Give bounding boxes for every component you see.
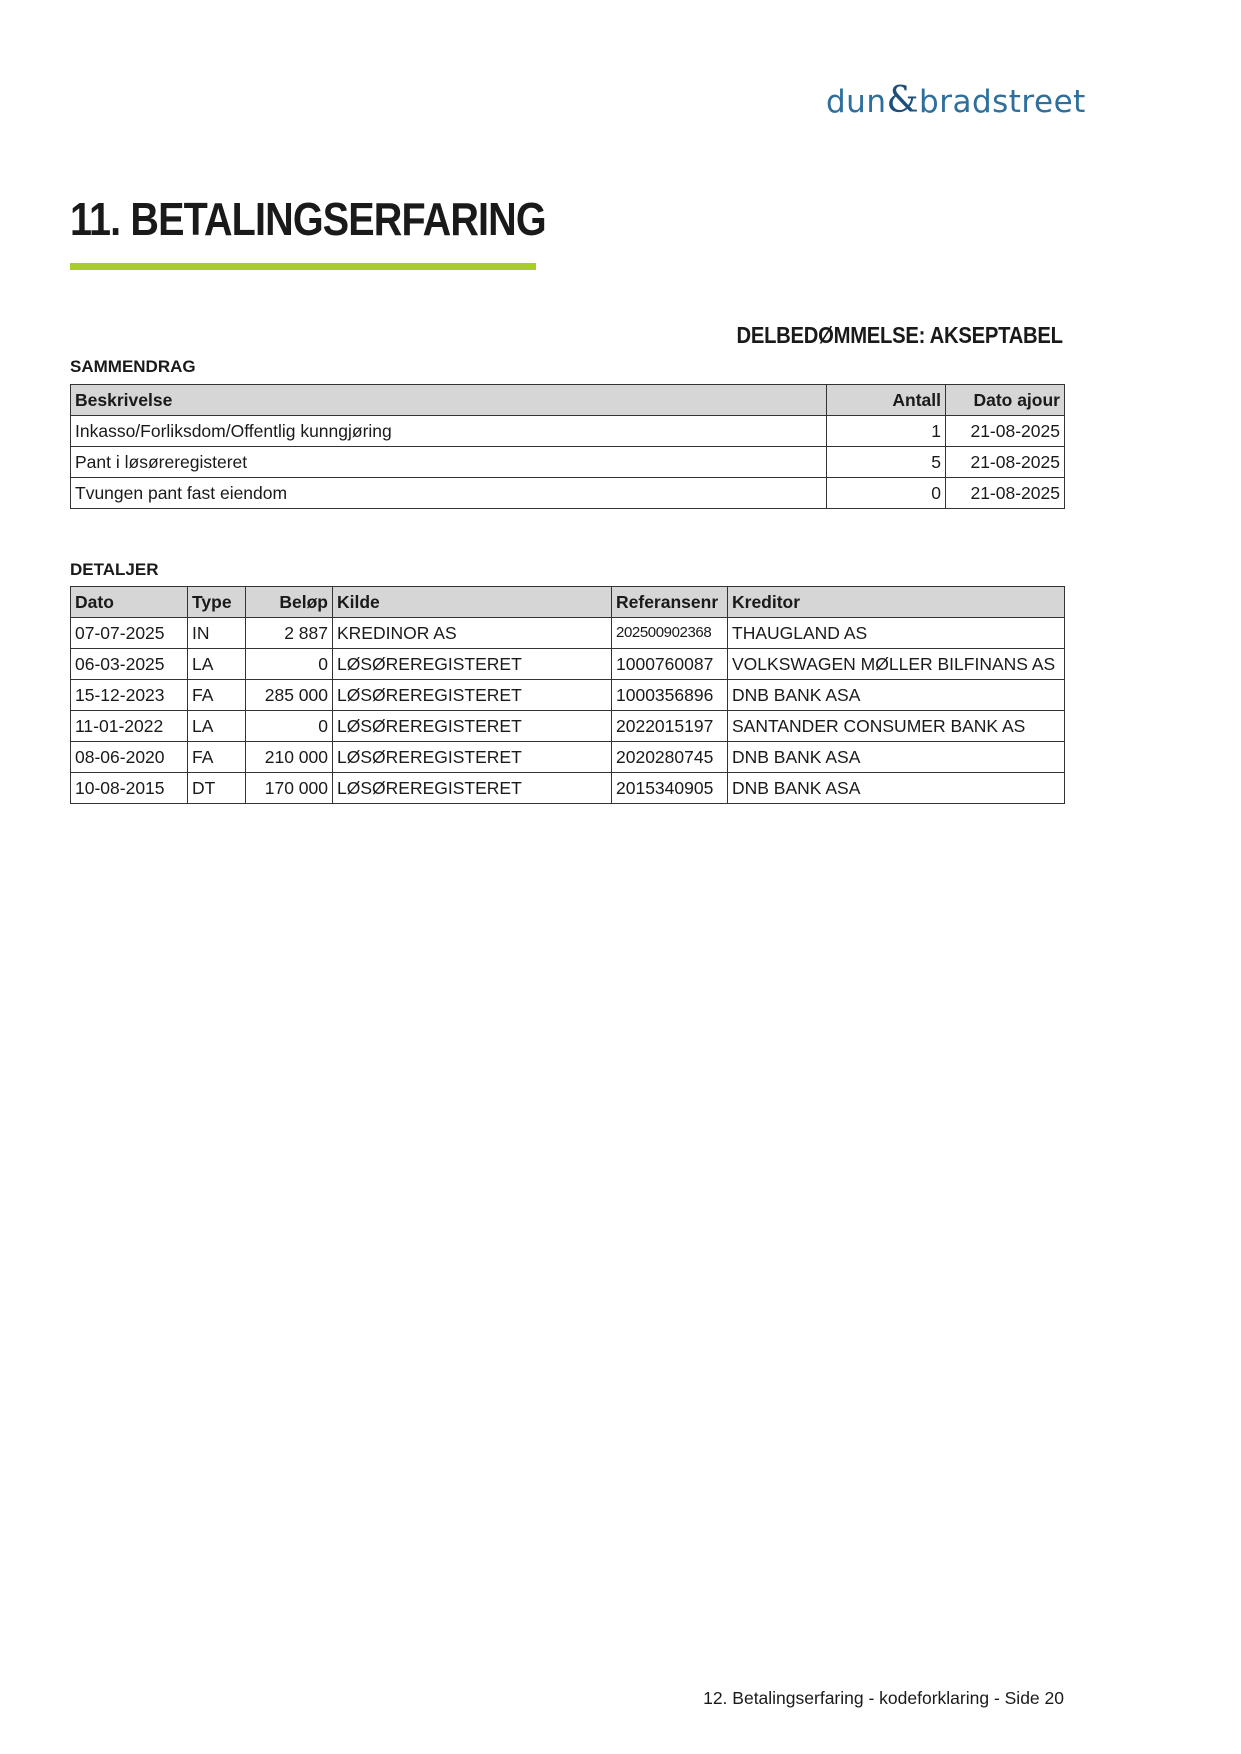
page-footer: 12. Betalingserfaring - kodeforklaring - Side 20 (703, 1688, 1064, 1708)
details-col-kilde: Kilde (333, 587, 612, 618)
logo-ampersand: & (886, 80, 920, 121)
summary-cell-date: 21-08-2025 (946, 416, 1065, 447)
details-cell-date: 11-01-2022 (71, 711, 188, 742)
details-cell-amount: 0 (246, 649, 333, 680)
details-cell-amount: 170 000 (246, 773, 333, 804)
details-cell-type: LA (188, 711, 246, 742)
details-row (71, 618, 1065, 649)
summary-cell-count: 0 (827, 478, 946, 509)
details-col-dato: Dato (71, 587, 188, 618)
details-header-row (71, 587, 1065, 618)
summary-cell-date: 21-08-2025 (946, 447, 1065, 478)
details-cell-date: 06-03-2025 (71, 649, 188, 680)
details-col-type: Type (188, 587, 246, 618)
summary-row (71, 416, 1065, 447)
summary-section-label: SAMMENDRAG (70, 357, 196, 376)
details-cell-source: LØSØREREGISTERET (333, 649, 612, 680)
summary-col-dato-ajour: Dato ajour (946, 385, 1065, 416)
details-col-belop: Beløp (246, 587, 333, 618)
details-cell-reference: 1000760087 (612, 649, 728, 680)
logo-text-left: dun (826, 84, 887, 120)
details-col-kreditor: Kreditor (728, 587, 1065, 618)
summary-row (71, 447, 1065, 478)
details-cell-reference: 202500902368 (612, 618, 728, 649)
details-cell-amount: 285 000 (246, 680, 333, 711)
summary-cell-date: 21-08-2025 (946, 478, 1065, 509)
details-cell-creditor: DNB BANK ASA (728, 680, 1065, 711)
details-cell-reference: 1000356896 (612, 680, 728, 711)
details-cell-date: 10-08-2015 (71, 773, 188, 804)
details-table (70, 586, 1065, 804)
details-cell-source: KREDINOR AS (333, 618, 612, 649)
details-cell-amount: 0 (246, 711, 333, 742)
details-cell-reference: 2022015197 (612, 711, 728, 742)
dun-bradstreet-logo (826, 80, 1086, 121)
summary-col-antall: Antall (827, 385, 946, 416)
details-cell-creditor: THAUGLAND AS (728, 618, 1065, 649)
details-col-referansenr: Referansenr (612, 587, 728, 618)
details-cell-type: IN (188, 618, 246, 649)
details-cell-type: FA (188, 742, 246, 773)
details-cell-creditor: VOLKSWAGEN MØLLER BILFINANS AS (728, 649, 1065, 680)
details-cell-reference: 2020280745 (612, 742, 728, 773)
details-cell-creditor: DNB BANK ASA (728, 773, 1065, 804)
details-cell-source: LØSØREREGISTERET (333, 711, 612, 742)
details-cell-creditor: SANTANDER CONSUMER BANK AS (728, 711, 1065, 742)
details-cell-source: LØSØREREGISTERET (333, 680, 612, 711)
details-cell-type: DT (188, 773, 246, 804)
details-cell-date: 15-12-2023 (71, 680, 188, 711)
details-row (71, 742, 1065, 773)
rating-label: DELBEDØMMELSE: AKSEPTABEL (736, 322, 1063, 348)
summary-cell-description: Pant i løsøreregisteret (71, 447, 827, 478)
summary-table (70, 384, 1065, 509)
details-row (71, 711, 1065, 742)
summary-header-row (71, 385, 1065, 416)
details-cell-date: 07-07-2025 (71, 618, 188, 649)
details-cell-type: LA (188, 649, 246, 680)
details-cell-amount: 2 887 (246, 618, 333, 649)
page-title: 11. BETALINGSERFARING (70, 193, 546, 245)
title-underline (70, 263, 536, 270)
details-cell-source: LØSØREREGISTERET (333, 773, 612, 804)
logo-text-right: bradstreet (919, 84, 1086, 120)
summary-col-beskrivelse: Beskrivelse (71, 385, 827, 416)
details-cell-amount: 210 000 (246, 742, 333, 773)
details-cell-creditor: DNB BANK ASA (728, 742, 1065, 773)
details-cell-date: 08-06-2020 (71, 742, 188, 773)
details-cell-type: FA (188, 680, 246, 711)
summary-cell-count: 5 (827, 447, 946, 478)
details-section-label: DETALJER (70, 560, 159, 579)
summary-cell-description: Tvungen pant fast eiendom (71, 478, 827, 509)
details-cell-reference: 2015340905 (612, 773, 728, 804)
details-cell-source: LØSØREREGISTERET (333, 742, 612, 773)
details-row (71, 680, 1065, 711)
summary-cell-count: 1 (827, 416, 946, 447)
details-row (71, 649, 1065, 680)
details-row (71, 773, 1065, 804)
summary-cell-description: Inkasso/Forliksdom/Offentlig kunngjøring (71, 416, 827, 447)
summary-row (71, 478, 1065, 509)
